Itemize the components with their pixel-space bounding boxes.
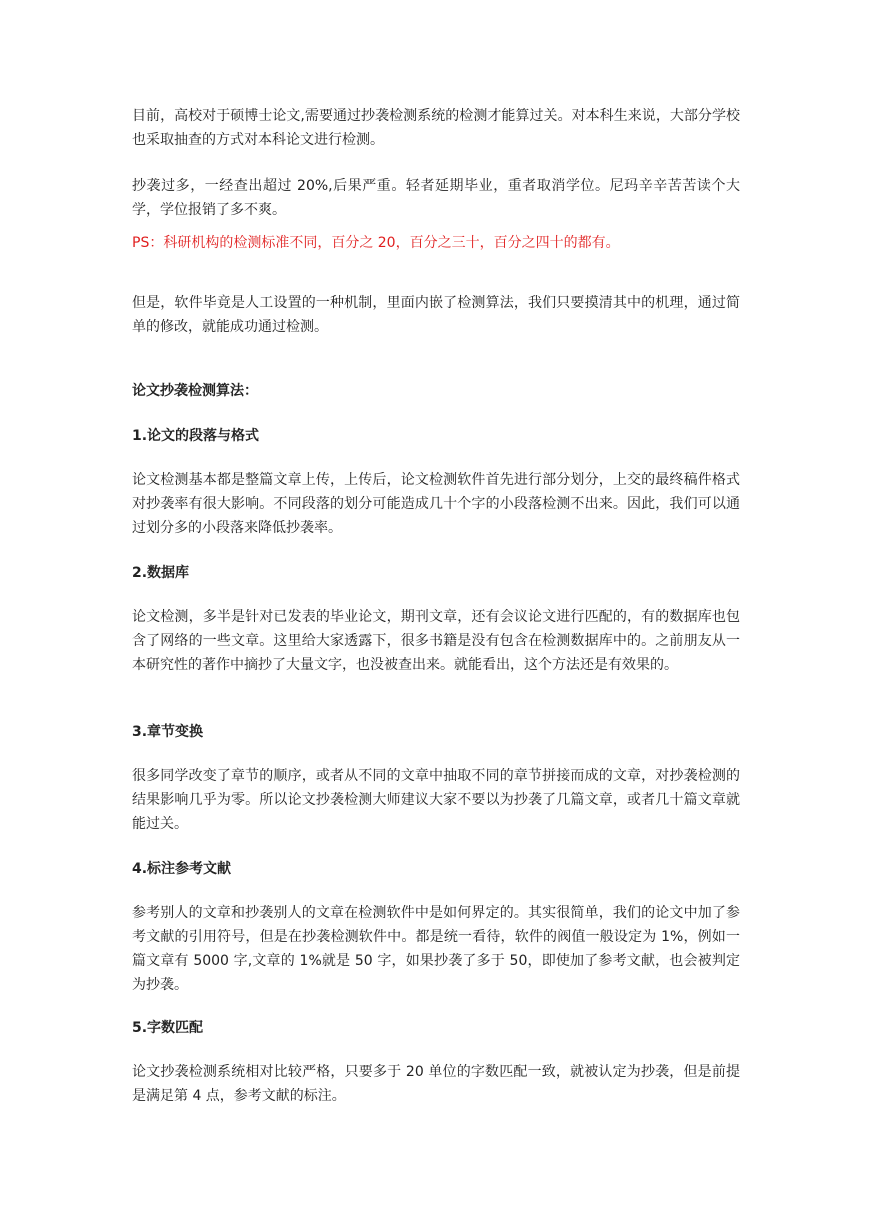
item-heading: 5.字数匹配 — [132, 1020, 204, 1036]
item-heading: 3.章节变换 — [132, 724, 204, 740]
item-body: 参考别人的文章和抄袭别人的文章在检测软件中是如何界定的。其实很简单，我们的论文中加了参考文献的引用符号，但是在抄袭检测软件中。都是统一看待，软件的阀值一般设定为 1%，例如一篇文章有 5000 字,文章的 1%就是 50 字，如果抄袭了多于 50，即使加了参考文献，也会被判定为抄袭。 — [132, 905, 740, 993]
consequence-paragraph: 抄袭过多，一经查出超过 20%,后果严重。轻者延期毕业，重者取消学位。尼玛辛辛苦苦读个大学，学位报销了多不爽。 — [132, 178, 740, 218]
intro-paragraph: 目前，高校对于硕博士论文,需要通过抄袭检测系统的检测才能算过关。对本科生来说，大部分学校也采取抽查的方式对本科论文进行检测。 — [132, 108, 740, 148]
mechanism-paragraph: 但是，软件毕竟是人工设置的一种机制，里面内嵌了检测算法，我们只要摸清其中的机理，通过简单的修改，就能成功通过检测。 — [132, 295, 740, 335]
item-heading: 2.数据库 — [132, 565, 190, 581]
ps-note: PS：科研机构的检测标准不同，百分之 20，百分之三十，百分之四十的都有。 — [132, 235, 620, 251]
item-body: 论文抄袭检测系统相对比较严格，只要多于 20 单位的字数匹配一致，就被认定为抄袭，但是前提是满足第 4 点，参考文献的标注。 — [132, 1064, 740, 1104]
item-heading: 4.标注参考文献 — [132, 861, 232, 877]
item-heading: 1.论文的段落与格式 — [132, 428, 260, 444]
section-title: 论文抄袭检测算法： — [132, 383, 258, 399]
item-body: 论文检测，多半是针对已发表的毕业论文，期刊文章，还有会议论文进行匹配的，有的数据库也包含了网络的一些文章。这里给大家透露下，很多书籍是没有包含在检测数据库中的。之前朋友从一本研究性的著作中摘抄了大量文字，也没被查出来。就能看出，这个方法还是有效果的。 — [132, 609, 740, 673]
item-body: 论文检测基本都是整篇文章上传，上传后，论文检测软件首先进行部分划分，上交的最终稿件格式对抄袭率有很大影响。不同段落的划分可能造成几十个字的小段落检测不出来。因此，我们可以通过划分多的小段落来降低抄袭率。 — [132, 472, 740, 536]
item-body: 很多同学改变了章节的顺序，或者从不同的文章中抽取不同的章节拼接而成的文章，对抄袭检测的结果影响几乎为零。所以论文抄袭检测大师建议大家不要以为抄袭了几篇文章，或者几十篇文章就能过关。 — [132, 768, 740, 832]
